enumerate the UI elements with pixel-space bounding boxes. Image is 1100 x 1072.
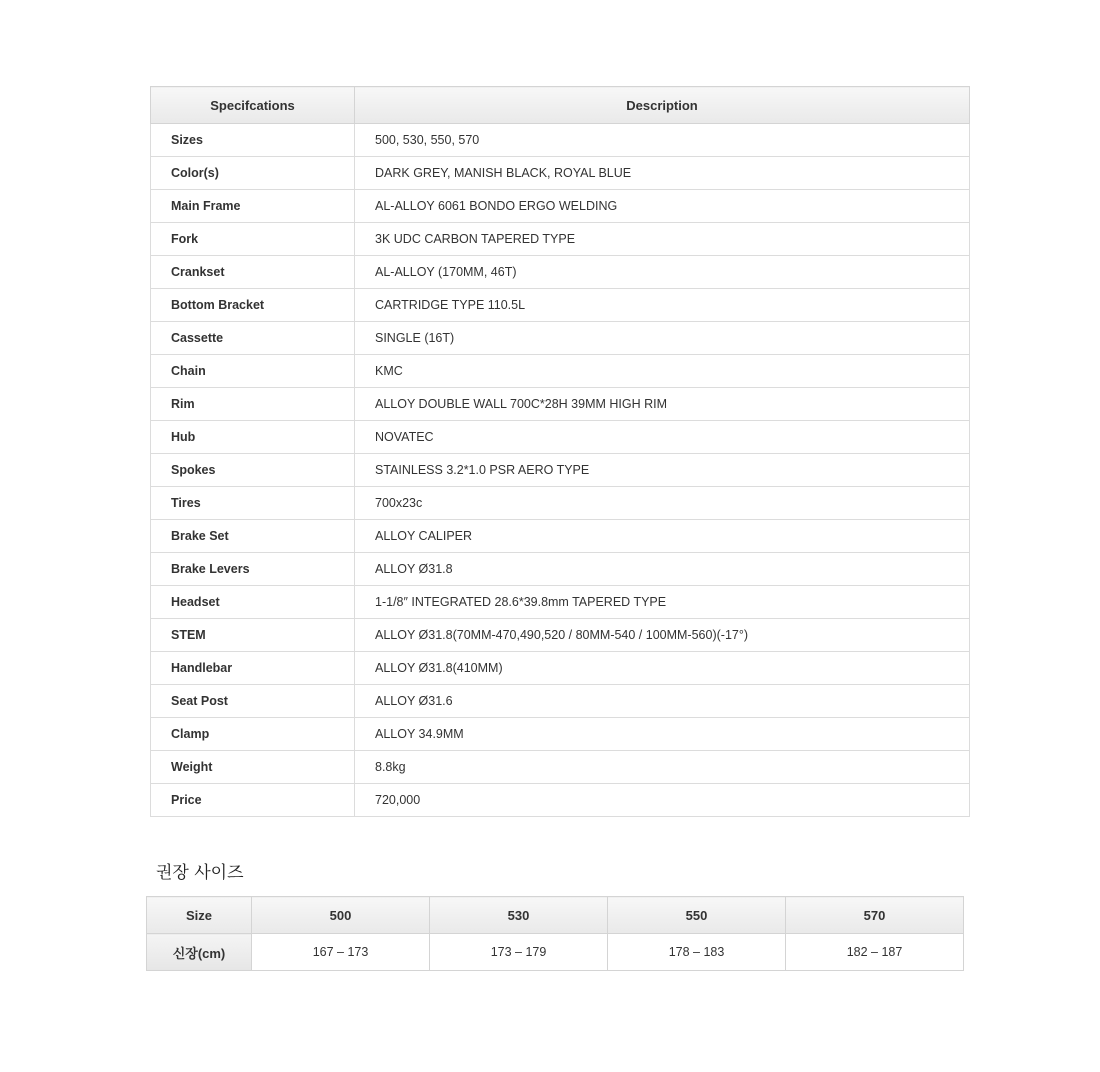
spec-value: DARK GREY, MANISH BLACK, ROYAL BLUE bbox=[355, 157, 970, 190]
size-column-header: 550 bbox=[608, 897, 786, 934]
spec-value: KMC bbox=[355, 355, 970, 388]
spec-key: Sizes bbox=[151, 124, 355, 157]
spec-key: Brake Levers bbox=[151, 553, 355, 586]
spec-value: AL-ALLOY 6061 BONDO ERGO WELDING bbox=[355, 190, 970, 223]
spec-row bbox=[151, 223, 970, 256]
spec-row bbox=[151, 421, 970, 454]
spec-value: ALLOY Ø31.6 bbox=[355, 685, 970, 718]
spec-row bbox=[151, 586, 970, 619]
spec-key: Hub bbox=[151, 421, 355, 454]
spec-value: ALLOY CALIPER bbox=[355, 520, 970, 553]
spec-key: Bottom Bracket bbox=[151, 289, 355, 322]
spec-key: Headset bbox=[151, 586, 355, 619]
spec-value: ALLOY 34.9MM bbox=[355, 718, 970, 751]
spec-row bbox=[151, 355, 970, 388]
spec-key: Spokes bbox=[151, 454, 355, 487]
spec-value: STAINLESS 3.2*1.0 PSR AERO TYPE bbox=[355, 454, 970, 487]
spec-key: Handlebar bbox=[151, 652, 355, 685]
spec-value: 8.8kg bbox=[355, 751, 970, 784]
spec-row bbox=[151, 652, 970, 685]
size-table-row bbox=[147, 934, 964, 971]
spec-row bbox=[151, 619, 970, 652]
size-column-header: 530 bbox=[430, 897, 608, 934]
height-range-cell: 173 – 179 bbox=[430, 934, 608, 971]
spec-key: Cassette bbox=[151, 322, 355, 355]
spec-key: Rim bbox=[151, 388, 355, 421]
height-row-label: 신장(cm) bbox=[147, 934, 252, 971]
spec-value: 700x23c bbox=[355, 487, 970, 520]
spec-row bbox=[151, 520, 970, 553]
spec-header-description: Description bbox=[355, 87, 970, 124]
spec-value: 500, 530, 550, 570 bbox=[355, 124, 970, 157]
spec-key: Main Frame bbox=[151, 190, 355, 223]
spec-row bbox=[151, 454, 970, 487]
spec-key: Chain bbox=[151, 355, 355, 388]
spec-row bbox=[151, 256, 970, 289]
spec-key: Color(s) bbox=[151, 157, 355, 190]
spec-key: Crankset bbox=[151, 256, 355, 289]
spec-key: Seat Post bbox=[151, 685, 355, 718]
size-column-header: 500 bbox=[252, 897, 430, 934]
spec-row bbox=[151, 157, 970, 190]
spec-value: 720,000 bbox=[355, 784, 970, 817]
size-table-header bbox=[147, 897, 964, 934]
spec-row bbox=[151, 751, 970, 784]
spec-value: AL-ALLOY (170MM, 46T) bbox=[355, 256, 970, 289]
spec-row bbox=[151, 718, 970, 751]
spec-value: SINGLE (16T) bbox=[355, 322, 970, 355]
spec-value: NOVATEC bbox=[355, 421, 970, 454]
spec-row bbox=[151, 784, 970, 817]
spec-row bbox=[151, 388, 970, 421]
spec-key: Weight bbox=[151, 751, 355, 784]
spec-value: 1-1/8″ INTEGRATED 28.6*39.8mm TAPERED TYPE bbox=[355, 586, 970, 619]
height-range-cell: 167 – 173 bbox=[252, 934, 430, 971]
spec-value: CARTRIDGE TYPE 110.5L bbox=[355, 289, 970, 322]
spec-key: Price bbox=[151, 784, 355, 817]
spec-value: ALLOY Ø31.8(70MM-470,490,520 / 80MM-540 / 100MM-560)(-17°) bbox=[355, 619, 970, 652]
spec-value: ALLOY Ø31.8(410MM) bbox=[355, 652, 970, 685]
size-header-label: Size bbox=[147, 897, 252, 934]
spec-key: Tires bbox=[151, 487, 355, 520]
spec-table bbox=[150, 86, 970, 817]
spec-table-body bbox=[151, 124, 970, 817]
spec-row bbox=[151, 487, 970, 520]
spec-key: STEM bbox=[151, 619, 355, 652]
height-range-cell: 182 – 187 bbox=[786, 934, 964, 971]
spec-row bbox=[151, 289, 970, 322]
spec-table-header bbox=[151, 87, 970, 124]
spec-value: ALLOY Ø31.8 bbox=[355, 553, 970, 586]
spec-row bbox=[151, 322, 970, 355]
spec-key: Fork bbox=[151, 223, 355, 256]
spec-row bbox=[151, 190, 970, 223]
spec-row bbox=[151, 685, 970, 718]
spec-value: 3K UDC CARBON TAPERED TYPE bbox=[355, 223, 970, 256]
size-column-header: 570 bbox=[786, 897, 964, 934]
height-range-cell: 178 – 183 bbox=[608, 934, 786, 971]
size-table bbox=[146, 896, 964, 971]
spec-value: ALLOY DOUBLE WALL 700C*28H 39MM HIGH RIM bbox=[355, 388, 970, 421]
spec-key: Clamp bbox=[151, 718, 355, 751]
spec-key: Brake Set bbox=[151, 520, 355, 553]
spec-header-specifications: Specifcations bbox=[151, 87, 355, 124]
recommended-size-title: 권장 사이즈 bbox=[156, 863, 244, 883]
spec-row bbox=[151, 553, 970, 586]
spec-row bbox=[151, 124, 970, 157]
